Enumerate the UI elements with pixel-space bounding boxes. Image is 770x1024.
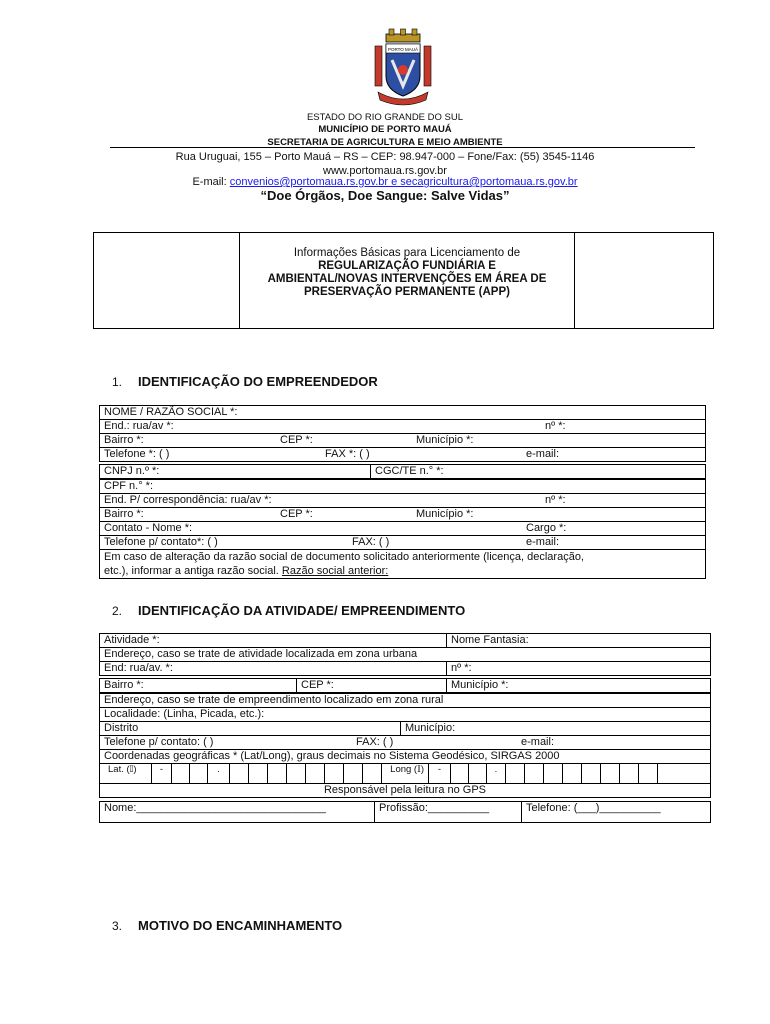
- label-longitude: Long (𝕀): [382, 764, 429, 783]
- field-cpf[interactable]: [100, 480, 706, 494]
- label-zona-rural: Endereço, caso se trate de empreendimento localizado em zona rural: [104, 694, 444, 706]
- field-nome-fantasia[interactable]: [447, 634, 711, 648]
- long-cell[interactable]: [601, 764, 620, 783]
- activity-form-2: [99, 678, 711, 693]
- label-telefone-responsavel: Telefone: (___)__________: [526, 802, 661, 814]
- field-end-correspondencia[interactable]: [100, 494, 706, 508]
- lat-cell[interactable]: [306, 764, 325, 783]
- label-cpf: CPF n.° *:: [104, 480, 154, 492]
- field-municipio-rural[interactable]: [401, 722, 711, 736]
- field-profissao[interactable]: [375, 802, 522, 823]
- document-title-box: [93, 232, 714, 329]
- field-nome-responsavel[interactable]: [100, 802, 375, 823]
- field-localidade[interactable]: [100, 708, 711, 722]
- lat-cell[interactable]: [287, 764, 306, 783]
- activity-form-4: [99, 801, 711, 823]
- label-email-2: e-mail:: [526, 536, 560, 548]
- section-2-number: 2.: [112, 604, 123, 618]
- label-distrito: Distrito: [104, 722, 139, 734]
- label-zona-urbana: Endereço, caso se trate de atividade localizada em zona urbana: [104, 648, 418, 660]
- document-title: [240, 247, 574, 299]
- label-fax-2: FAX: ( ): [352, 536, 390, 548]
- long-cell[interactable]: [451, 764, 469, 783]
- field-municipio-atividade[interactable]: [447, 679, 711, 693]
- lat-cell[interactable]: [230, 764, 249, 783]
- long-cell[interactable]: [544, 764, 563, 783]
- long-cell[interactable]: [506, 764, 525, 783]
- label-municipio-2: Município *:: [416, 508, 474, 520]
- secretariat-name: SECRETARIA DE AGRICULTURA E MEIO AMBIENTE: [267, 137, 503, 148]
- email-links[interactable]: convenios@portomaua.rs.gov.br e secagricultura@portomaua.rs.gov.br: [229, 176, 578, 188]
- label-razao-anterior: Razão social anterior:: [281, 565, 389, 577]
- long-cell[interactable]: [469, 764, 487, 783]
- field-telefone-contato[interactable]: [100, 536, 706, 550]
- label-coordenadas: Coordenadas geográficas * (Lat/Long), graus decimais no Sistema Geodésico, SIRGAS 2000: [104, 750, 560, 762]
- long-dot-cell: .: [487, 764, 506, 783]
- label-cep-2: CEP *:: [280, 508, 313, 520]
- label-bairro-2: Bairro *:: [104, 508, 144, 520]
- label-alteracao-1: Em caso de alteração da razão social de documento solicitado anteriormente (licença, declaração,: [104, 551, 584, 563]
- entrepreneur-form-2: [99, 479, 706, 579]
- entrepreneur-form: [99, 405, 706, 462]
- title-line-2: REGULARIZAÇÃO FUNDIÁRIA E: [318, 260, 496, 272]
- label-nome-fantasia: Nome Fantasia:: [451, 634, 529, 646]
- lat-cell[interactable]: [363, 764, 382, 783]
- section-1-number: 1.: [112, 375, 123, 389]
- field-telefone-fax-email[interactable]: [100, 448, 706, 462]
- field-bairro-cep-municipio[interactable]: [100, 434, 706, 448]
- long-cell[interactable]: [582, 764, 601, 783]
- label-email-atividade: e-mail:: [521, 736, 555, 748]
- label-cnpj: CNPJ n.º *:: [104, 465, 160, 477]
- field-cgc[interactable]: [371, 465, 706, 479]
- label-numero-atividade: nº *:: [451, 662, 472, 674]
- lat-cell[interactable]: [325, 764, 344, 783]
- title-line-1: Informações Básicas para Licenciamento de: [293, 247, 521, 259]
- title-line-3: AMBIENTAL/NOVAS INTERVENÇÕES EM ÁREA DE: [267, 273, 547, 285]
- long-sign-cell: -: [429, 764, 451, 783]
- label-latitude: Lat. (𝕀): [104, 764, 152, 783]
- municipality-name: MUNICÍPIO DE PORTO MAUÁ: [318, 124, 452, 135]
- label-alteracao-2: etc.), informar a antiga razão social.: [104, 565, 282, 577]
- label-fax-atividade: FAX: ( ): [356, 736, 394, 748]
- title-box-right-cell: [574, 233, 713, 328]
- label-numero-2: nº *:: [545, 494, 566, 506]
- label-cargo: Cargo *:: [526, 522, 567, 534]
- label-atividade: Atividade *:: [104, 634, 160, 646]
- long-cell[interactable]: [525, 764, 544, 783]
- label-end-atividade: End: rua/av. *:: [104, 662, 173, 674]
- lat-cell[interactable]: [344, 764, 363, 783]
- field-distrito[interactable]: [100, 722, 401, 736]
- label-nome-responsavel: Nome:_______________________________: [104, 802, 327, 814]
- field-cnpj[interactable]: [100, 465, 371, 479]
- municipal-crest-logo: [372, 28, 434, 108]
- label-municipio-atividade: Município *:: [451, 679, 509, 691]
- title-box-left-cell: [94, 233, 240, 328]
- field-telefone-responsavel[interactable]: [522, 802, 711, 823]
- lat-cell[interactable]: [172, 764, 190, 783]
- section-1-title: IDENTIFICAÇÃO DO EMPREENDEDOR: [138, 374, 378, 389]
- label-nome: NOME / RAZÃO SOCIAL *:: [104, 406, 238, 418]
- long-cell[interactable]: [658, 764, 678, 783]
- header-divider: [110, 147, 695, 148]
- label-end-correspondencia: End. P/ correspondência: rua/av *:: [104, 494, 272, 506]
- activity-form-3: [99, 693, 711, 798]
- email-line: [0, 176, 770, 188]
- lat-cell[interactable]: [268, 764, 287, 783]
- field-endereco[interactable]: [100, 420, 706, 434]
- field-bairro-cep-municipio-2[interactable]: [100, 508, 706, 522]
- field-responsavel-gps: [100, 784, 711, 798]
- website-line: www.portomaua.rs.gov.br: [323, 165, 447, 177]
- label-cep-atividade: CEP *:: [301, 679, 334, 691]
- label-telefone-atividade: Telefone p/ contato: ( ): [104, 736, 214, 748]
- section-1-heading: [112, 374, 378, 389]
- label-cep: CEP *:: [280, 434, 313, 446]
- label-bairro: Bairro *:: [104, 434, 144, 446]
- label-endereco: End.: rua/av *:: [104, 420, 174, 432]
- label-fax: FAX *: ( ): [325, 448, 370, 460]
- lat-sign-cell: -: [152, 764, 172, 783]
- section-3-number: 3.: [112, 919, 123, 933]
- field-bairro-atividade[interactable]: [100, 679, 297, 693]
- long-cell[interactable]: [620, 764, 639, 783]
- field-contato-cargo[interactable]: [100, 522, 706, 536]
- crest-text: PORTO MAUÁ: [387, 47, 419, 52]
- field-razao-anterior[interactable]: [100, 550, 706, 579]
- lat-dot-cell: .: [208, 764, 230, 783]
- label-contato: Contato - Nome *:: [104, 522, 193, 534]
- field-zona-urbana: [100, 648, 711, 662]
- field-numero-atividade[interactable]: [447, 662, 711, 676]
- slogan: “Doe Órgãos, Doe Sangue: Salve Vidas”: [260, 188, 510, 203]
- label-cgc: CGC/TE n.° *:: [375, 465, 444, 477]
- section-3-heading: [112, 918, 342, 933]
- label-localidade: Localidade: (Linha, Picada, etc.):: [104, 708, 265, 720]
- section-2-heading: [112, 603, 465, 618]
- title-line-4: PRESERVAÇÃO PERMANENTE (APP): [304, 286, 510, 298]
- state-name: ESTADO DO RIO GRANDE DO SUL: [306, 112, 464, 123]
- lat-cell[interactable]: [190, 764, 208, 783]
- activity-form-1: [99, 633, 711, 676]
- section-2-title: IDENTIFICAÇÃO DA ATIVIDADE/ EMPREENDIMENTO: [138, 603, 466, 618]
- section-3-title: MOTIVO DO ENCAMINHAMENTO: [138, 918, 343, 933]
- label-profissao: Profissão:__________: [379, 802, 490, 814]
- label-email: e-mail:: [526, 448, 560, 460]
- long-cell[interactable]: [563, 764, 582, 783]
- entrepreneur-form-cnpj: [99, 464, 706, 479]
- field-cep-atividade[interactable]: [297, 679, 447, 693]
- field-zona-rural: [100, 694, 711, 708]
- field-nome[interactable]: [100, 406, 706, 420]
- label-numero: nº *:: [545, 420, 566, 432]
- field-end-atividade[interactable]: [100, 662, 447, 676]
- address-line: Rua Uruguai, 155 – Porto Mauá – RS – CEP: 98.947-000 – Fone/Fax: (55) 3545-1146: [175, 151, 595, 163]
- label-responsavel-gps: Responsável pela leitura no GPS: [323, 784, 487, 796]
- label-alteracao-2-row: [104, 564, 701, 578]
- label-bairro-atividade: Bairro *:: [104, 679, 144, 691]
- email-label: E-mail:: [192, 176, 230, 188]
- long-cell[interactable]: [639, 764, 658, 783]
- field-telefone-atividade[interactable]: [100, 736, 711, 750]
- gps-grid: [100, 764, 711, 784]
- field-atividade[interactable]: [100, 634, 447, 648]
- label-municipio-rural: Município:: [405, 722, 456, 734]
- label-telefone-contato: Telefone p/ contato*: ( ): [104, 536, 218, 548]
- label-municipio: Município *:: [416, 434, 474, 446]
- label-telefone: Telefone *: ( ): [104, 448, 170, 460]
- lat-cell[interactable]: [249, 764, 268, 783]
- field-coordenadas: [100, 750, 711, 764]
